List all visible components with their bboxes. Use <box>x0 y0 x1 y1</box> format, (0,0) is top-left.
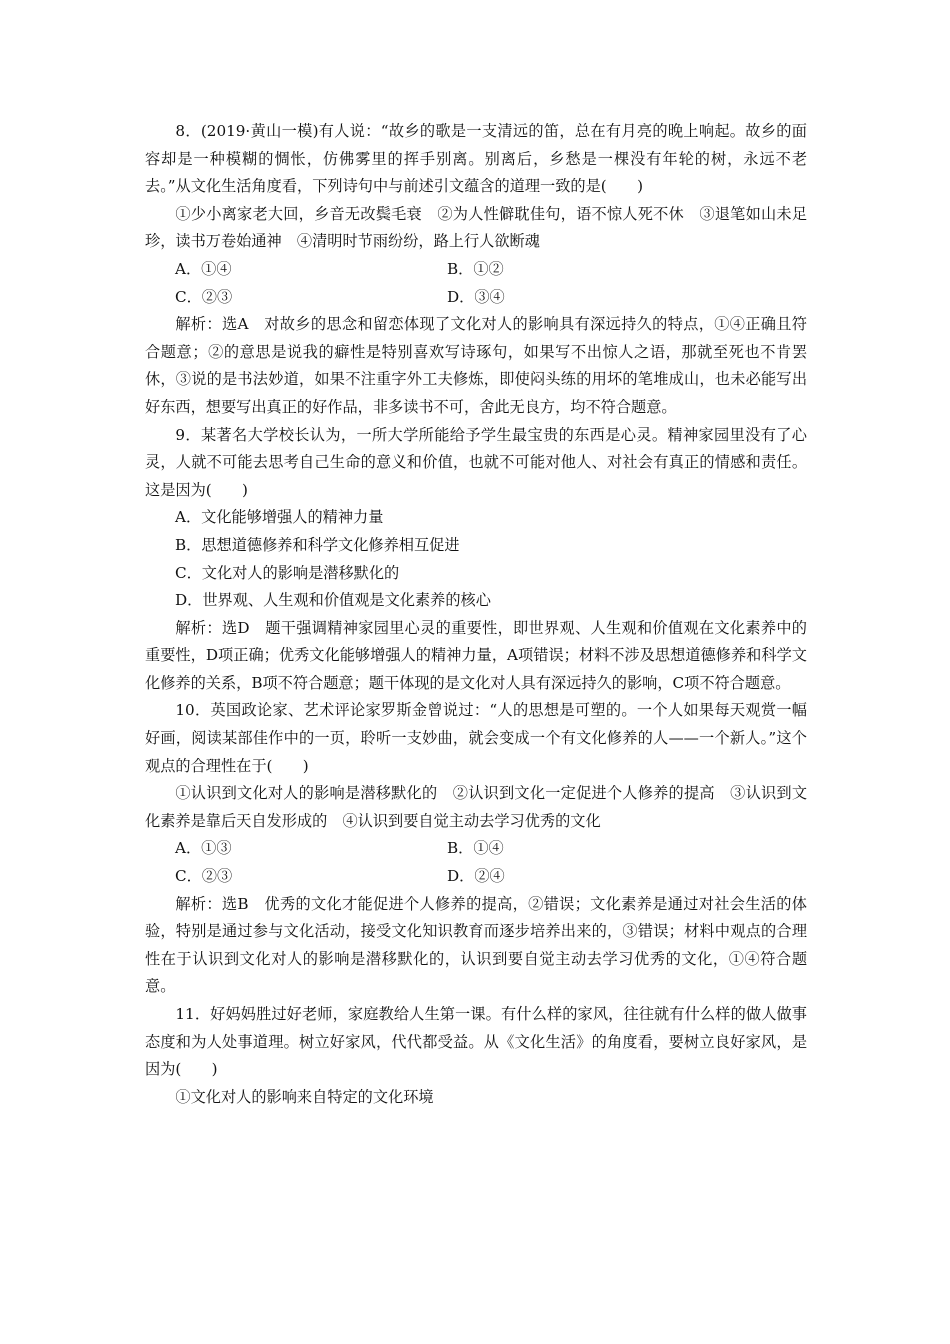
question-10-option-b: B．①④ <box>447 839 504 858</box>
question-11-stem: 11．好妈妈胜过好老师，家庭教给人生第一课。有什么样的家风，往往就有什么样的做人做事态度和为人处事道理。树立好家风，代代都受益。从《文化生活》的角度看，要树立良好家风，是因为( ) <box>145 1005 807 1079</box>
question-8-option-d: D．③④ <box>447 287 505 306</box>
question-10-stem: 10．英国政论家、艺术评论家罗斯金曾说过：“人的思想是可塑的。一个人如果每天观赏一幅好画，阅读某部佳作中的一页，聆听一支妙曲，就会变成一个有文化修养的人——一个新人。”这个观点的合理性在于( ) <box>145 701 807 775</box>
question-8-options-row-2 <box>145 284 807 312</box>
question-10-analysis: 解析：选B 优秀的文化才能促进个人修养的提高，②错误；文化素养是通过对社会生活的体验，特别是通过参与文化活动，接受文化知识教育而逐步培养出来的，③错误；材料中观点的合理性在于认识到文化对人的影响是潜移默化的，认识到要自觉主动去学习优秀的文化，①④符合题意。 <box>145 894 807 996</box>
question-10-option-d: D．②④ <box>447 867 505 886</box>
question-9-option-b: B．思想道德修养和科学文化修养相互促进 <box>175 535 460 554</box>
question-8-items: ①少小离家老大回，乡音无改鬓毛衰 ②为人性僻耽佳句，语不惊人死不休 ③退笔如山未足珍，读书万卷始通神 ④清明时节雨纷纷，路上行人欲断魂 <box>145 204 807 251</box>
question-10-option-a: A．①③ <box>175 839 232 858</box>
question-10-options-row-1 <box>145 835 807 863</box>
question-9-stem: 9．某著名大学校长认为，一所大学所能给予学生最宝贵的东西是心灵。精神家园里没有了心灵，人就不可能去思考自己生命的意义和价值，也就不可能对他人、对社会有真正的情感和责任。这是因为( ) <box>145 425 807 499</box>
question-9-option-d: D．世界观、人生观和价值观是文化素养的核心 <box>175 591 491 610</box>
question-11-item-1: ①文化对人的影响来自特定的文化环境 <box>175 1087 434 1106</box>
question-9-analysis: 解析：选D 题干强调精神家园里心灵的重要性，即世界观、人生观和价值观在文化素养中的重要性，D项正确；优秀文化能够增强人的精神力量，A项错误；材料不涉及思想道德修养和科学文化修养的关系，B项不符合题意；题干体现的是文化对人具有深远持久的影响，C项不符合题意。 <box>145 618 807 692</box>
question-9-option-a: A．文化能够增强人的精神力量 <box>175 508 384 527</box>
question-8-options-row-1 <box>145 256 807 284</box>
question-8-option-b: B．①② <box>447 259 504 278</box>
question-9-option-c: C．文化对人的影响是潜移默化的 <box>175 563 400 582</box>
question-8-analysis: 解析：选A 对故乡的思念和留恋体现了文化对人的影响具有深远持久的特点，①④正确且符合题意；②的意思是说我的癖性是特别喜欢写诗琢句，如果写不出惊人之语，那就至死也不肯罢休，③说的是书法妙道，如果不注重字外工夫修炼，即使闷头练的用坏的笔堆成山，也未必能写出好东西，想要写出真正的好作品，非多读书不可，舍此无良方，均不符合题意。 <box>145 315 807 416</box>
question-8-option-c: C．②③ <box>175 287 233 306</box>
question-8-stem: 8．(2019·黄山一模)有人说：“故乡的歌是一支清远的笛，总在有月亮的晚上响起。故乡的面容却是一种模糊的惆怅，仿佛雾里的挥手别离。别离后，乡愁是一棵没有年轮的树，永远不老去。”从文化生活角度看，下列诗句中与前述引文蕴含的道理一致的是( ) <box>145 122 807 196</box>
question-10-option-c: C．②③ <box>175 867 233 886</box>
question-10-options-row-2 <box>145 863 807 891</box>
question-8-option-a: A．①④ <box>175 259 232 278</box>
document-page <box>145 118 807 1111</box>
question-10-items: ①认识到文化对人的影响是潜移默化的 ②认识到文化一定促进个人修养的提高 ③认识到文化素养是靠后天自发形成的 ④认识到要自觉主动去学习优秀的文化 <box>145 784 807 830</box>
